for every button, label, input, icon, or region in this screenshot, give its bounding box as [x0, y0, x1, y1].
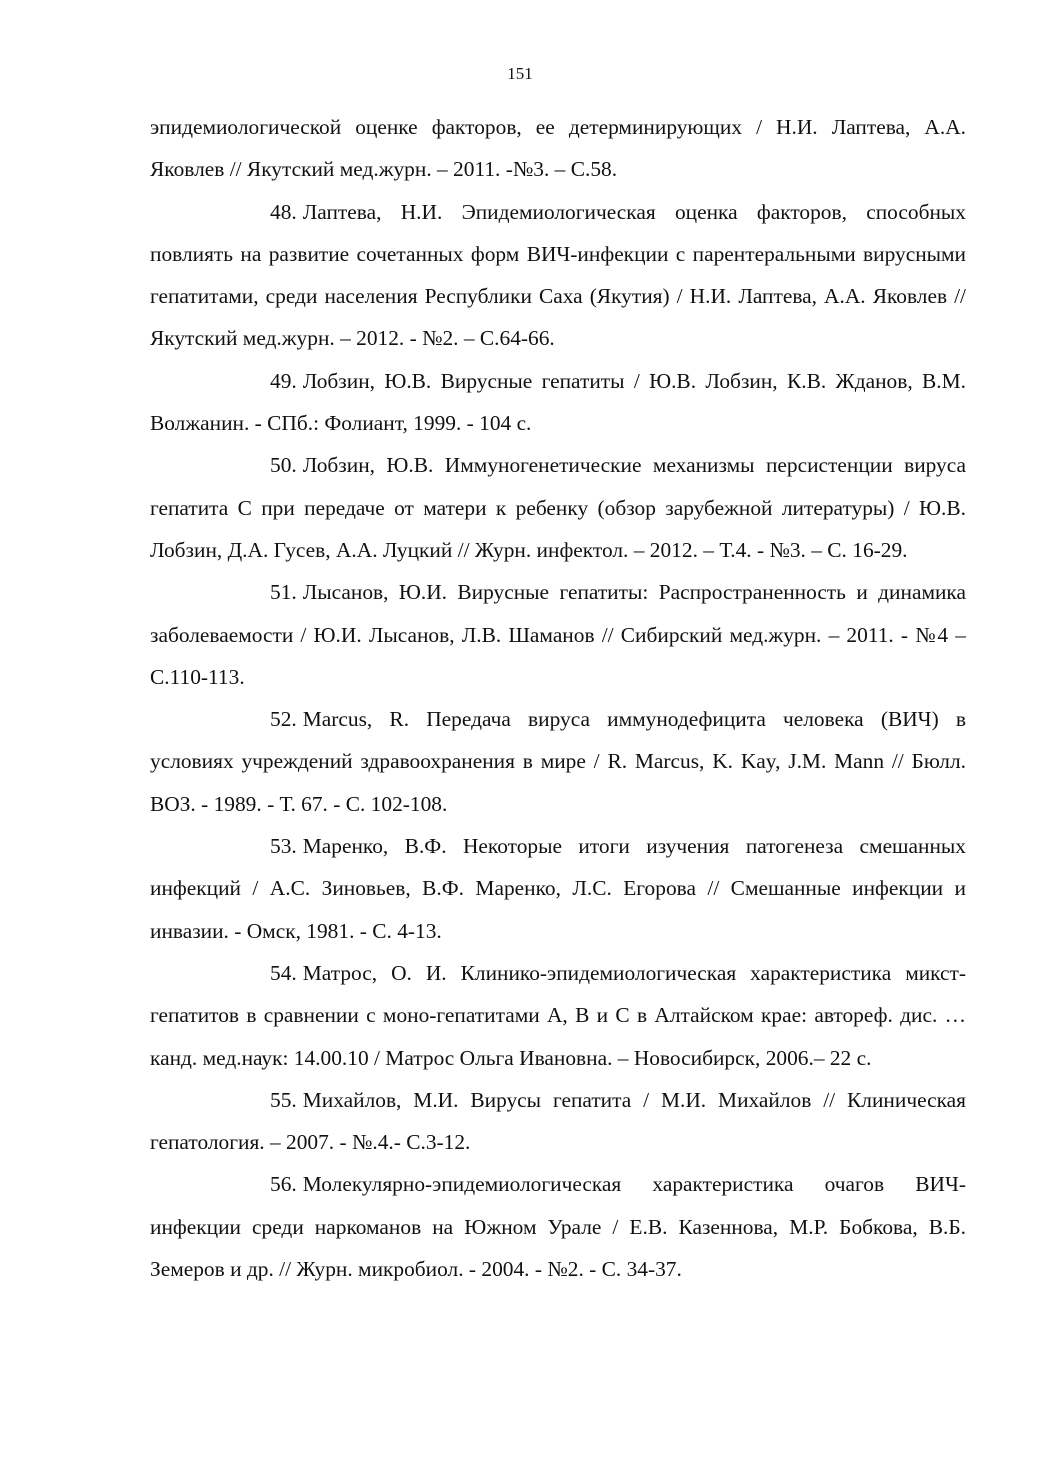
reference-50	[150, 444, 966, 571]
reference-text: Лобзин, Ю.В. Иммуногенетические механизмы персистенции вируса гепатита С при передаче от матери к ребенку (обзор зарубежной литературы) / Ю.В. Лобзин, Д.А. Гусев, А.А. Луцкий // Журн. инфектол. – 2012. – Т.4. - №3. – С. 16-29.	[150, 453, 966, 562]
page-number: 151	[507, 64, 533, 83]
reference-text: Михайлов, М.И. Вирусы гепатита / М.И. Михайлов // Клиническая гепатология. – 2007. - №.4.- С.3-12.	[150, 1087, 966, 1155]
reference-text: Лысанов, Ю.И. Вирусные гепатиты: Распространенность и динамика заболеваемости / Ю.И. Лысанов, Л.В. Шаманов // Сибирский мед.журн. – 2011. - №4 –С.110-113.	[150, 580, 966, 689]
reference-number: 50.	[270, 453, 297, 478]
reference-text: Marcus, R. Передача вируса иммунодефицита человека (ВИЧ) в условиях учреждений здравоохранения в мире / R. Marcus, K. Kay, J.M. Mann // Бюлл. ВОЗ. - 1989. - Т. 67. - С. 102-108.	[150, 707, 966, 816]
reference-53	[150, 825, 966, 952]
reference-text: Лаптева, Н.И. Эпидемиологическая оценка факторов, способных повлиять на развитие сочетанных форм ВИЧ-инфекции с парентеральными вирусными гепатитами, среди населения Республики Саха (Якутия) / Н.И. Лаптева, А.А. Яковлев // Якутский мед.журн. – 2012. - №2. – С.64-66.	[150, 199, 966, 351]
reference-number: 52.	[270, 707, 297, 732]
reference-number: 54.	[270, 960, 297, 985]
reference-56	[150, 1163, 966, 1290]
reference-52	[150, 698, 966, 825]
reference-number: 56.	[270, 1172, 297, 1197]
reference-number: 49.	[270, 368, 297, 393]
reference-text: Молекулярно-эпидемиологическая характеристика очагов ВИЧ-инфекции среди наркоманов на Южном Урале / Е.В. Казеннова, М.Р. Бобкова, В.Б. Земеров и др. // Журн. микробиол. - 2004. - №2. - С. 34-37.	[150, 1172, 966, 1282]
reference-48	[150, 191, 966, 360]
reference-54	[150, 952, 966, 1079]
reference-text: Матрос, О. И. Клинико-эпидемиологическая характеристика микст-гепатитов в сравнении с моно-гепатитами А, В и С в Алтайском крае: автореф. дис. … канд. мед.наук: 14.00.10 / Матрос Ольга Ивановна. – Новосибирск, 2006.– 22 с.	[150, 960, 966, 1070]
reference-55	[150, 1079, 966, 1164]
reference-number: 48.	[270, 199, 297, 224]
reference-number: 51.	[270, 580, 297, 605]
reference-number: 53.	[270, 834, 297, 859]
reference-51	[150, 571, 966, 698]
reference-number: 55.	[270, 1087, 297, 1112]
reference-text: Лобзин, Ю.В. Вирусные гепатиты / Ю.В. Лобзин, К.В. Жданов, В.М. Волжанин. - СПб.: Фолиант, 1999. - 104 с.	[150, 368, 966, 436]
reference-text: Маренко, В.Ф. Некоторые итоги изучения патогенеза смешанных инфекций / А.С. Зиновьев, В.Ф. Маренко, Л.С. Егорова // Смешанные инфекции и инвазии. - Омск, 1981. - С. 4-13.	[150, 834, 966, 943]
reference-list	[150, 106, 966, 1290]
reference-49	[150, 360, 966, 445]
reference-continuation: эпидемиологической оценке факторов, ее детерминирующих / Н.И. Лаптева, А.А. Яковлев // Якутский мед.журн. – 2011. -№3. – С.58.	[150, 115, 966, 182]
